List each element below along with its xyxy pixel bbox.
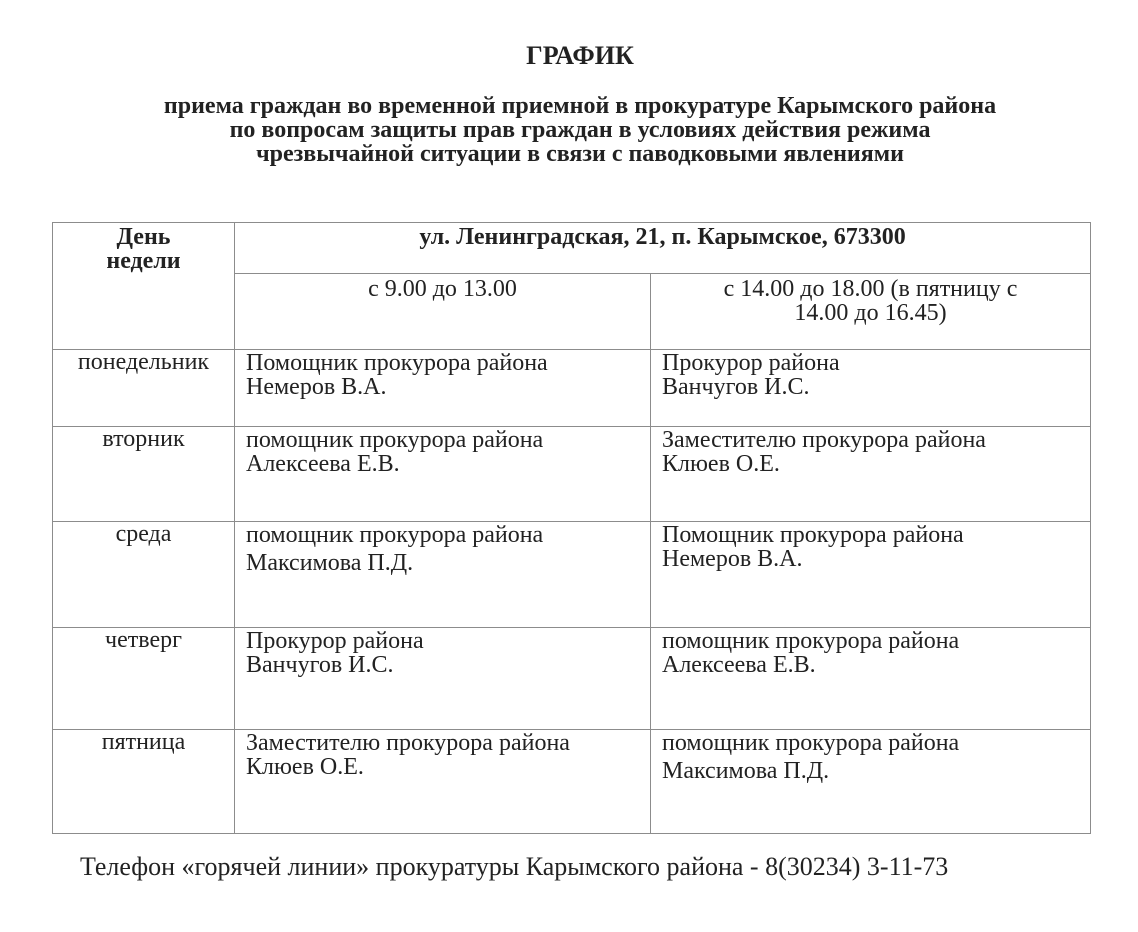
position-label: Прокурор района [662, 350, 840, 376]
position-label: помощник прокурора района [662, 730, 960, 756]
table-row [53, 522, 1091, 628]
day-cell: вторник [53, 427, 235, 522]
person-name: Немеров В.А. [662, 546, 803, 572]
day-cell: пятница [53, 730, 235, 834]
morning-cell [235, 427, 651, 522]
schedule-table [52, 222, 1091, 834]
position-label: Помощник прокурора района [246, 350, 548, 376]
morning-cell [235, 350, 651, 427]
person-name: Алексеева Е.В. [662, 652, 816, 678]
afternoon-cell [651, 628, 1091, 730]
subtitle-line: по вопросам защиты прав граждан в условиях действия режима [229, 117, 931, 143]
position-label: Заместителю прокурора района [662, 427, 986, 453]
address-header: ул. Ленинградская, 21, п. Карымское, 673300 [235, 223, 1091, 274]
position-label: Прокурор района [246, 628, 424, 654]
position-label: помощник прокурора района [662, 628, 960, 654]
person-name: Ванчугов И.С. [246, 652, 394, 678]
person-name: Клюев О.Е. [246, 754, 364, 780]
header-line: 14.00 до 16.45) [794, 300, 947, 326]
person-name: Клюев О.Е. [662, 451, 780, 477]
subtitle-line: приема граждан во временной приемной в прокуратуре Карымского района [163, 93, 997, 119]
day-cell: среда [53, 522, 235, 628]
morning-cell [235, 628, 651, 730]
hotline-phone-text: Телефон «горячей линии» прокуратуры Карымского района - 8(30234) 3-11-73 [80, 852, 949, 881]
document-subtitle [40, 94, 1120, 166]
position-label: Заместителю прокурора района [246, 730, 570, 756]
header-line: недели [106, 248, 181, 274]
person-name: Немеров В.А. [246, 374, 387, 400]
position-label: Помощник прокурора района [662, 522, 964, 548]
subtitle-line: чрезвычайной ситуации в связи с паводковыми явлениями [256, 141, 904, 167]
morning-time-header: с 9.00 до 13.00 [235, 274, 651, 350]
header-line: День [116, 224, 171, 250]
morning-cell [235, 730, 651, 834]
day-cell: понедельник [53, 350, 235, 427]
person-name: Алексеева Е.В. [246, 451, 400, 477]
person-name: Максимова П.Д. [246, 550, 414, 576]
afternoon-cell [651, 427, 1091, 522]
position-label: помощник прокурора района [246, 427, 544, 453]
document-title: ГРАФИК [526, 41, 634, 70]
afternoon-cell [651, 522, 1091, 628]
position-label: помощник прокурора района [246, 522, 544, 548]
day-of-week-header [53, 223, 235, 350]
table-row [53, 350, 1091, 427]
person-name: Ванчугов И.С. [662, 374, 810, 400]
morning-cell [235, 522, 651, 628]
person-name: Максимова П.Д. [662, 758, 830, 784]
afternoon-cell [651, 350, 1091, 427]
afternoon-cell [651, 730, 1091, 834]
table-row [53, 730, 1091, 834]
table-header-row [53, 223, 1091, 274]
header-line: с 14.00 до 18.00 (в пятницу с [723, 276, 1018, 302]
afternoon-time-header [651, 274, 1091, 350]
table-row [53, 427, 1091, 522]
day-cell: четверг [53, 628, 235, 730]
table-row [53, 628, 1091, 730]
